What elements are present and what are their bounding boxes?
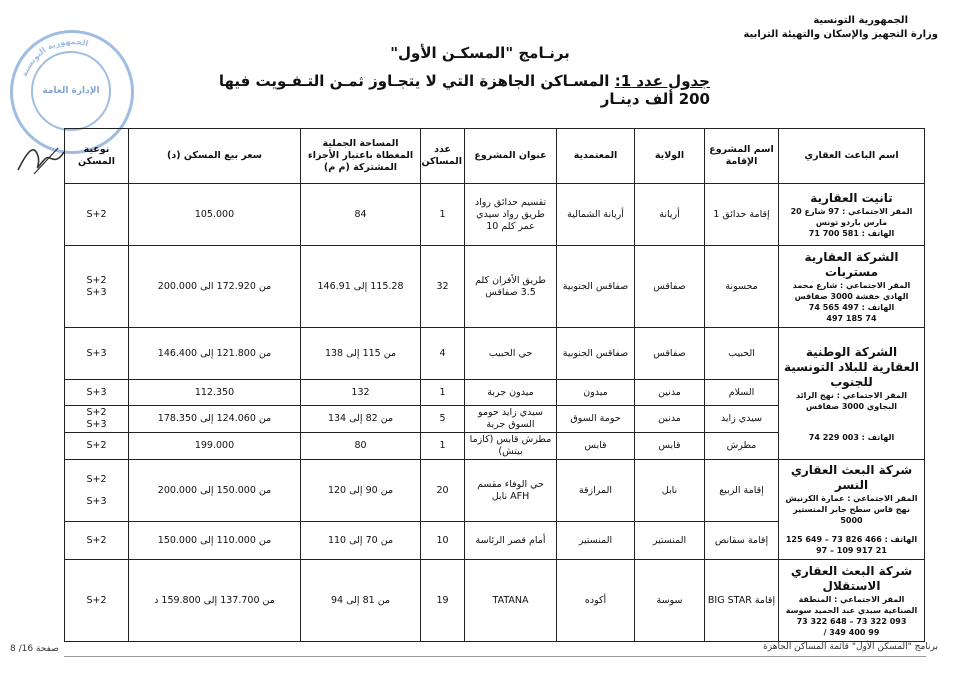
unit-count: 1	[421, 433, 465, 460]
col-address: عنوان المشروع	[465, 129, 557, 184]
developer-address: المقر الاجتماعي : شارع محمد الهادي خفشة 3000 صفاقس	[792, 280, 911, 301]
developer-phone-alt: 99 400 349 /	[823, 627, 880, 637]
developer-phone: الهاتف : 497 565 74	[808, 302, 895, 312]
housing-type-a: S+2	[86, 274, 107, 286]
housing-type: S+2	[65, 560, 129, 642]
table-row	[65, 560, 925, 642]
governorate: أريانة	[635, 184, 705, 246]
housing-type	[65, 246, 129, 328]
unit-count: 5	[421, 406, 465, 433]
price-value: من 124.060 إلى 178.350	[129, 406, 301, 433]
page-number: صفحة 16/ 8	[10, 644, 59, 654]
footer-divider	[64, 656, 926, 657]
housing-type-b: S+3	[86, 286, 107, 298]
developer-cell	[779, 328, 925, 460]
developer-cell	[779, 460, 925, 560]
table-row	[65, 460, 925, 522]
housing-table	[64, 128, 925, 642]
delegation: المنستير	[557, 522, 635, 560]
project-name: إقامة BIG STAR	[705, 560, 779, 642]
governorate: نابل	[635, 460, 705, 522]
developer-cell	[779, 560, 925, 642]
developer-name: شركة البعث العقاري الاستقلال	[790, 563, 913, 593]
housing-type-a: S+2	[86, 473, 107, 485]
housing-type	[65, 406, 129, 433]
developer-name: الشركة العقارية مستربات	[804, 249, 899, 279]
developer-name: الشركة الوطنية العقارية للبلاد التونسية للجنوب	[783, 344, 920, 389]
col-developer: اسم الباعث العقاري	[779, 129, 925, 184]
stamp-ring-label: الجمهورية التونسية	[19, 36, 90, 78]
unit-count: 1	[421, 380, 465, 406]
developer-cell	[779, 184, 925, 246]
developer-address: المقر الاجتماعي : نهج الرائد البجاوي 3000 صفاقس	[796, 390, 907, 411]
governorate: سوسة	[635, 560, 705, 642]
col-price: سعر بيع المسكن (د)	[129, 129, 301, 184]
project-name: إقامة الربيع	[705, 460, 779, 522]
unit-count: 4	[421, 328, 465, 380]
area-value: 115.28 إلى 146.91	[301, 246, 421, 328]
developer-name: تانيت العقارية	[810, 190, 893, 205]
stamp-inner-text: الإدارة العامة	[31, 51, 111, 131]
governorate: مدنين	[635, 406, 705, 433]
delegation: المرازقة	[557, 460, 635, 522]
price-value: 112.350	[129, 380, 301, 406]
developer-address: المقر الاجتماعي : 97 شارع 20 مارس باردو تونس	[790, 206, 913, 227]
col-units: عدد المساكن	[421, 129, 465, 184]
table-row	[65, 246, 925, 328]
price-value: من 121.800 إلى 146.400	[129, 328, 301, 380]
area-value: من 90 إلى 120	[301, 460, 421, 522]
delegation: أريانة الشمالية	[557, 184, 635, 246]
price-value: من 110.000 إلى 150.000	[129, 522, 301, 560]
area-value: من 70 إلى 110	[301, 522, 421, 560]
col-project: اسم المشروع الإقامة	[705, 129, 779, 184]
project-address: طريق الأفران كلم 3.5 صفاقس	[465, 246, 557, 328]
housing-type-b: S+3	[86, 495, 107, 507]
footer-note: برنامج "المسكن الأول" قائمة المساكن الجاهزة	[763, 642, 938, 652]
housing-type: S+2	[65, 522, 129, 560]
col-governorate: الولاية	[635, 129, 705, 184]
delegation: صفاقس الجنوبية	[557, 328, 635, 380]
housing-type: S+2	[65, 433, 129, 460]
price-value: من 137.700 إلى 159.800 د	[129, 560, 301, 642]
program-title: برنـامج "المسكـن الأول"	[390, 44, 570, 62]
developer-phone: الهاتف : 581 700 71	[808, 228, 895, 238]
housing-type: S+3	[65, 328, 129, 380]
developer-phone-alt: 21 917 109 – 97	[816, 546, 887, 555]
developer-address: المقر الاجتماعي : المنطقة الصناعية سيدي عبد الحميد سوسة	[785, 594, 918, 615]
housing-type	[65, 460, 129, 522]
unit-count: 32	[421, 246, 465, 328]
table-row	[65, 328, 925, 380]
project-name: إقامة حدائق 1	[705, 184, 779, 246]
project-address: سيدي زايد حومو السوق جربة	[465, 406, 557, 433]
project-address: حي الحبيب	[465, 328, 557, 380]
developer-phone: الهاتف : 466 826 73 – 649 125	[785, 535, 918, 544]
delegation: حومة السوق	[557, 406, 635, 433]
table-description: المسـاكن الجاهزة التي لا يتجـاوز ثمـن التـفـويت فيها 200 ألف دينـار	[218, 72, 710, 108]
col-type: نوعية المسكن	[65, 129, 129, 184]
governorate: مدنين	[635, 380, 705, 406]
table-title	[200, 72, 710, 108]
project-address: TATANA	[465, 560, 557, 642]
project-name: مطرش	[705, 433, 779, 460]
developer-phone: 093 322 73 – 648 322 73	[796, 616, 907, 626]
project-name: محسونة	[705, 246, 779, 328]
governorate: قابس	[635, 433, 705, 460]
unit-count: 1	[421, 184, 465, 246]
governorate: صفاقس	[635, 328, 705, 380]
project-address: مطرش قابس (كازما بيتش)	[465, 433, 557, 460]
republic-label: الجمهورية التونسية	[813, 15, 908, 26]
housing-type: S+3	[65, 380, 129, 406]
developer-phone: الهاتف : 003 229 74	[808, 432, 895, 442]
delegation: أكوده	[557, 560, 635, 642]
project-address: حي الوفاء مقسم AFH نابل	[465, 460, 557, 522]
area-value: من 81 إلى 94	[301, 560, 421, 642]
ministry-label: وزارة التجهيز والإسكان والتهيئة الترابية	[743, 29, 938, 40]
area-value: 132	[301, 380, 421, 406]
project-name: الحبيب	[705, 328, 779, 380]
developer-phone-alt: 74 185 497	[826, 313, 877, 323]
delegation: قابس	[557, 433, 635, 460]
unit-count: 10	[421, 522, 465, 560]
governorate: صفاقس	[635, 246, 705, 328]
housing-type-b: S+3	[86, 419, 107, 430]
price-value: من 172.920 الى 200.000	[129, 246, 301, 328]
table-number-label: جدول عدد 1:	[614, 72, 710, 90]
developer-cell	[779, 246, 925, 328]
developer-name: شركة البعث العقاري النسر	[790, 463, 913, 492]
project-address: أمام قصر الرئاسة	[465, 522, 557, 560]
unit-count: 20	[421, 460, 465, 522]
area-value: من 82 إلى 134	[301, 406, 421, 433]
delegation: ميدون	[557, 380, 635, 406]
col-delegation: المعتمدية	[557, 129, 635, 184]
price-value: 199.000	[129, 433, 301, 460]
housing-type: S+2	[65, 184, 129, 246]
area-value: 80	[301, 433, 421, 460]
table-row	[65, 184, 925, 246]
developer-address: المقر الاجتماعي : عمارة الكرنيش نهج قاس سطح جابر المنستير 5000	[785, 494, 918, 525]
project-address: ميدون جربة	[465, 380, 557, 406]
project-address: تقسيم حدائق رواد طريق رواد سيدي عمر كلم 10	[465, 184, 557, 246]
area-value: من 115 إلى 138	[301, 328, 421, 380]
project-name: السلام	[705, 380, 779, 406]
table-header-row	[65, 129, 925, 184]
price-value: 105.000	[129, 184, 301, 246]
housing-type-a: S+2	[86, 407, 107, 418]
unit-count: 19	[421, 560, 465, 642]
area-value: 84	[301, 184, 421, 246]
governorate: المنستير	[635, 522, 705, 560]
ministry-header	[743, 14, 938, 42]
price-value: من 150.000 إلى 200.000	[129, 460, 301, 522]
col-area: المساحة الجملية المغطاة باعتبار الأجزاء المشتركة (م م)	[301, 129, 421, 184]
project-name: إقامة سقانص	[705, 522, 779, 560]
delegation: صفاقس الجنوبية	[557, 246, 635, 328]
project-name: سيدي زايد	[705, 406, 779, 433]
